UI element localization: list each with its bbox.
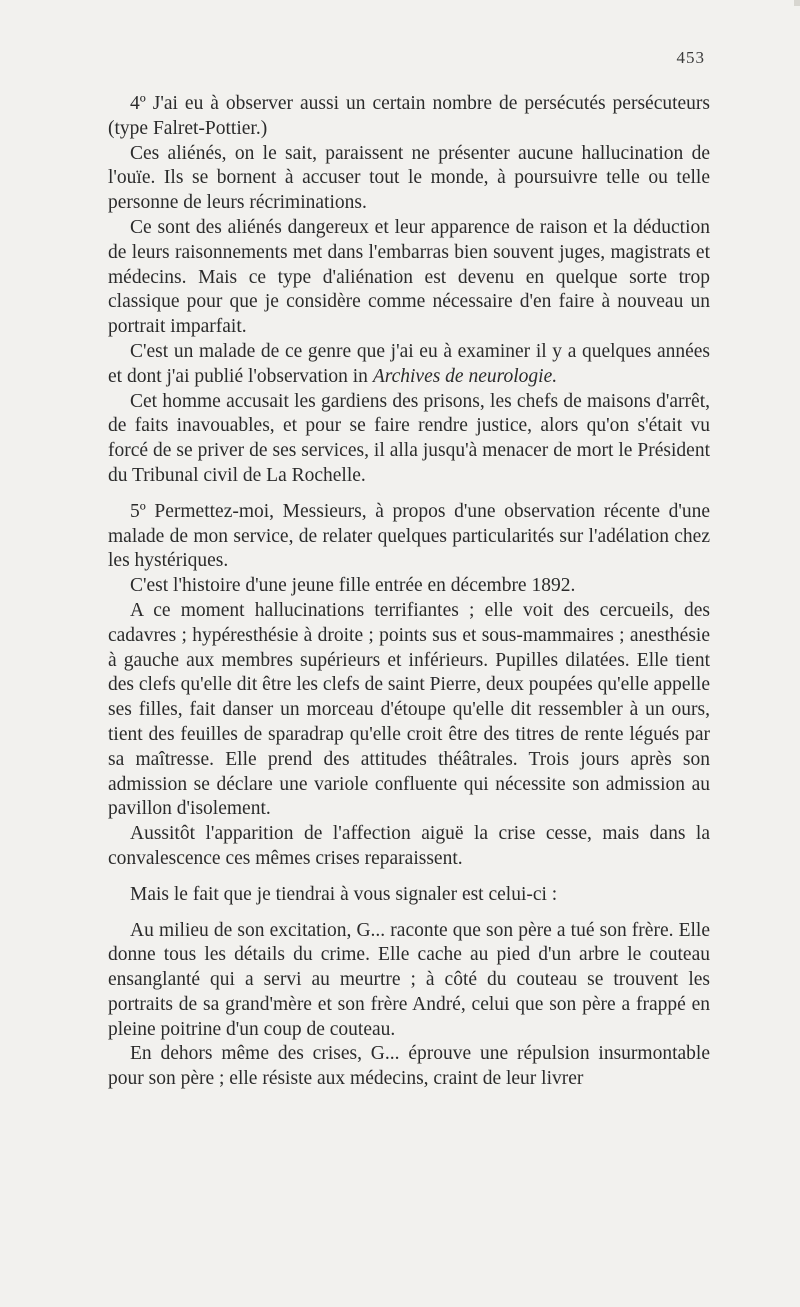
paragraph-excitation: Au milieu de son excitation, G... raconte que son père a tué son frère. Elle donne tous les détails du crime. Elle cache au pied d'un arbre le couteau ensanglanté qui a servi au meurtre ; à côté du couteau se trouvent les portraits de sa grand'mère et son frère André, celui que son père a frappé en pleine poitrine d'un coup de couteau.: [108, 919, 710, 1040]
paragraph-hallucinations: A ce moment hallucinations terrifiantes ; elle voit des cercueils, des cadavres ; hypéresthésie à droite ; points sus et sous-mammaires ; anesthésie à gauche aux membres supérieurs et inférieurs. Pupilles dilatées. Elle tient des clefs qu'elle dit être les clefs de saint Pierre, deux poupées qu'elle appelle ses filles, fait danser un morceau d'étoupe qu'elle dit ressembler à un ours, tient des feuilles de sparadrap qu'elle croit être des titres de rente légués par sa maîtresse. Elle prend des attitudes théâtrales. Trois jours après son admission se déclare une variole confluente qui nécessite son admission au pavillon d'isolement.: [108, 599, 710, 820]
paragraph-malade-archives-text: C'est un malade de ce genre que j'ai eu à examiner il y a quelques années et dont j'ai publié l'observation in: [108, 340, 710, 387]
paragraph-histoire-jeune-fille: C'est l'histoire d'une jeune fille entrée en décembre 1892.: [130, 575, 576, 597]
paragraph-malade-archives: [108, 340, 710, 390]
paragraph-alienes-ouie: Ces aliénés, on le sait, paraissent ne présenter aucune hallucination de l'ouïe. Ils se bornent à accuser tout le monde, à poursuivre telle ou telle personne de leurs récriminations.: [108, 142, 710, 214]
archives-neurologie-citation: Archives de neurologie.: [372, 365, 558, 387]
paragraph-fait-signaler: Mais le fait que je tiendrai à vous signaler est celui-ci :: [130, 883, 558, 905]
paragraph-homme-accusait: Cet homme accusait les gardiens des prisons, les chefs de maisons d'arrêt, de faits inavouables, et pour se faire rendre justice, alors qu'on s'était vu forcé de se priver de ses services, il alla jusqu'à menacer de mort le Président du Tribunal civil de La Rochelle.: [108, 390, 710, 486]
paragraph-5-permettez: 5º Permettez-moi, Messieurs, à propos d'une observation récente d'une malade de mon service, de relater quelques particularités sur l'adélation chez les hystériques.: [108, 500, 710, 572]
page-corner-mark: [794, 0, 800, 6]
paragraph-repulsion: En dehors même des crises, G... éprouve une répulsion insurmontable pour son père ; elle résiste aux médecins, craint de leur livrer: [108, 1043, 710, 1090]
body-text: [108, 92, 710, 1092]
paragraph-alienes-dangereux: Ce sont des aliénés dangereux et leur apparence de raison et la déduction de leurs raisonnements met dans l'embarras bien souvent juges, magistrats et médecins. Mais ce type d'aliénation est devenu en quelque sorte trop classique pour que je considère comme nécessaire d'en faire à nouveau un portrait imparfait.: [108, 216, 710, 338]
paragraph-aussitot: Aussitôt l'apparition de l'affection aiguë la crise cesse, mais dans la convalescence ces mêmes crises reparaissent.: [108, 823, 710, 869]
paragraph-4-persecutes: 4º J'ai eu à observer aussi un certain nombre de persécutés persécuteurs (type Falret-Pottier.): [108, 93, 710, 139]
page-number: 453: [676, 48, 705, 67]
